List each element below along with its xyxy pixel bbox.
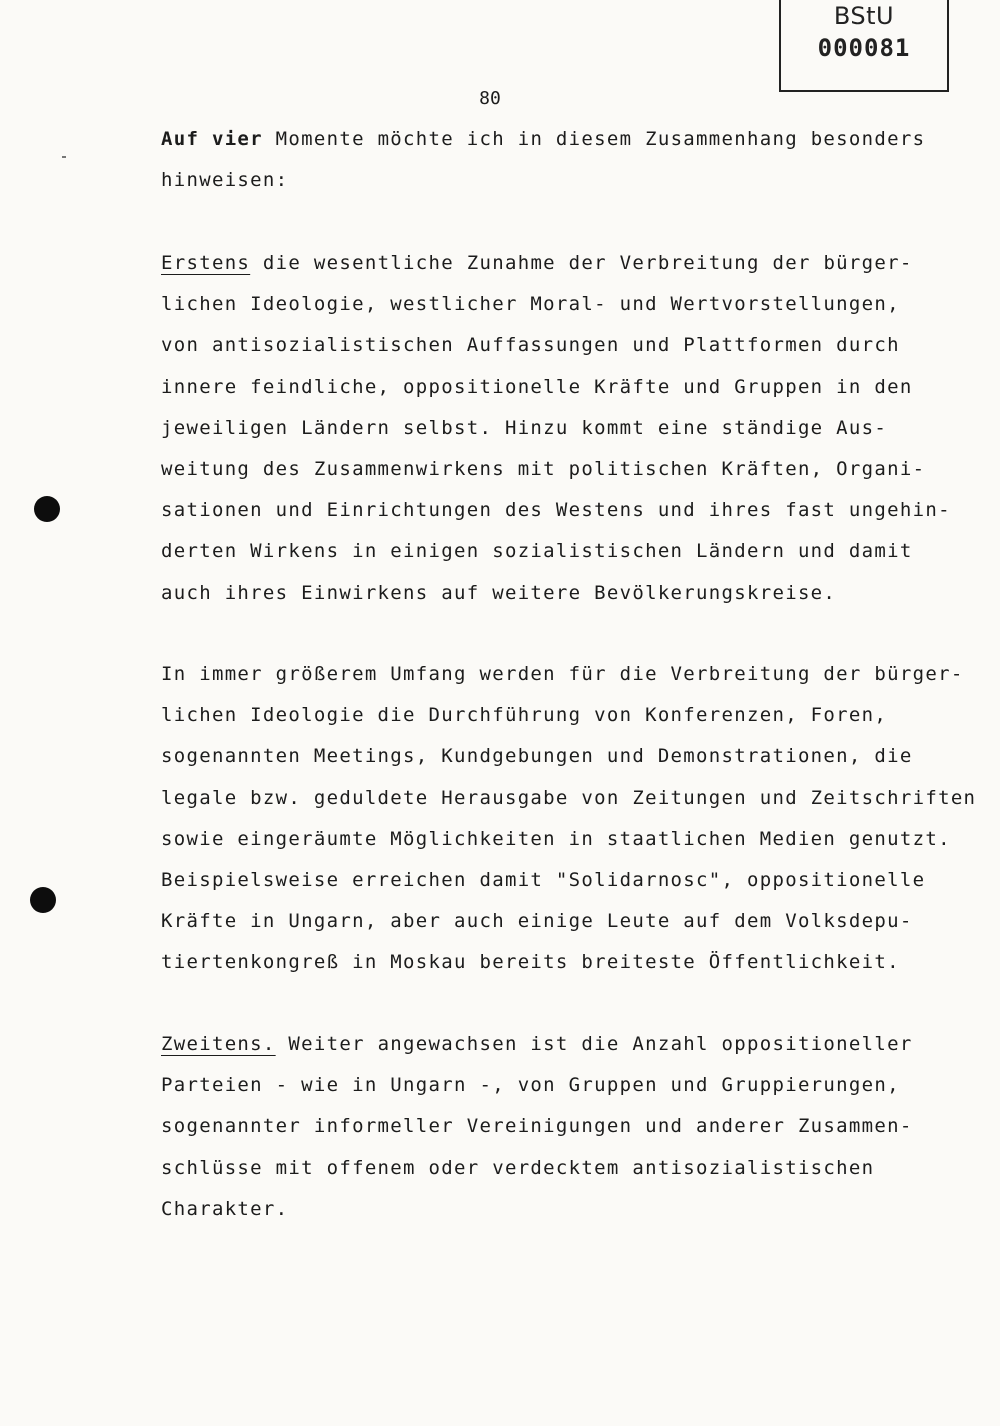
intro-paragraph	[161, 119, 961, 201]
paragraph-erstens	[161, 243, 961, 614]
erstens-line: lichen Ideologie, westlicher Moral- und Wertvorstellungen,	[161, 293, 900, 316]
verbreitung-line: sowie eingeräumte Möglichkeiten in staatlichen Medien genutzt.	[161, 827, 951, 850]
verbreitung-line: Kräfte in Ungarn, aber auch einige Leute auf dem Volksdepu-	[161, 910, 913, 933]
erstens-line: jeweiligen Ländern selbst. Hinzu kommt eine ständige Aus-	[161, 416, 888, 439]
verbreitung-line: legale bzw. geduldete Herausgabe von Zeitungen und Zeitschriften	[161, 786, 977, 809]
archive-stamp	[779, 0, 949, 92]
erstens-line: von antisozialistischen Auffassungen und Plattformen durch	[161, 334, 900, 357]
zweitens-line: sogenannter informeller Vereinigungen und anderer Zusammen-	[161, 1115, 913, 1138]
paragraph-verbreitung	[161, 654, 977, 984]
stamp-number: 000081	[817, 34, 911, 62]
verbreitung-line: sogenannten Meetings, Kundgebungen und Demonstrationen, die	[161, 745, 913, 768]
erstens-heading: Erstens	[161, 252, 251, 274]
intro-line-1	[161, 119, 961, 160]
zweitens-heading: Zweitens.	[161, 1033, 276, 1055]
punch-hole-lower	[30, 887, 56, 913]
zweitens-line-1	[161, 1024, 961, 1065]
intro-rest: Momente möchte ich in diesem Zusammenhang besonders	[262, 128, 926, 150]
intro-lead: Auf vier	[161, 128, 263, 150]
verbreitung-line: In immer größerem Umfang werden für die Verbreitung der bürger-	[161, 663, 964, 685]
intro-line-2: hinweisen:	[161, 169, 289, 192]
verbreitung-line: Beispielsweise erreichen damit "Solidarnosc", oppositionelle	[161, 869, 926, 892]
zweitens-line: Charakter.	[161, 1197, 289, 1220]
verbreitung-line: tiertenkongreß in Moskau bereits breiteste Öffentlichkeit.	[161, 951, 900, 974]
erstens-line-1-rest: die wesentliche Zunahme der Verbreitung der bürger-	[250, 252, 913, 274]
erstens-line: derten Wirkens in einigen sozialistischen Ländern und damit	[161, 540, 913, 563]
punch-hole-upper	[34, 496, 60, 522]
verbreitung-line: lichen Ideologie die Durchführung von Konferenzen, Foren,	[161, 704, 888, 727]
erstens-line-1	[161, 243, 961, 284]
page-number: 80	[479, 88, 501, 109]
zweitens-line: Parteien - wie in Ungarn -, von Gruppen und Gruppierungen,	[161, 1074, 900, 1097]
erstens-line: weitung des Zusammenwirkens mit politischen Kräften, Organi-	[161, 458, 926, 481]
scan-speck	[62, 156, 66, 158]
zweitens-line: schlüsse mit offenem oder verdecktem antisozialistischen	[161, 1156, 875, 1179]
stamp-org: BStU	[833, 2, 895, 30]
zweitens-line-1-rest: Weiter angewachsen ist die Anzahl oppositioneller	[275, 1033, 913, 1055]
paragraph-zweitens	[161, 1024, 961, 1230]
erstens-line: sationen und Einrichtungen des Westens und ihres fast ungehin-	[161, 499, 951, 522]
erstens-line: innere feindliche, oppositionelle Kräfte und Gruppen in den	[161, 375, 913, 398]
erstens-line: auch ihres Einwirkens auf weitere Bevölkerungskreise.	[161, 581, 837, 604]
